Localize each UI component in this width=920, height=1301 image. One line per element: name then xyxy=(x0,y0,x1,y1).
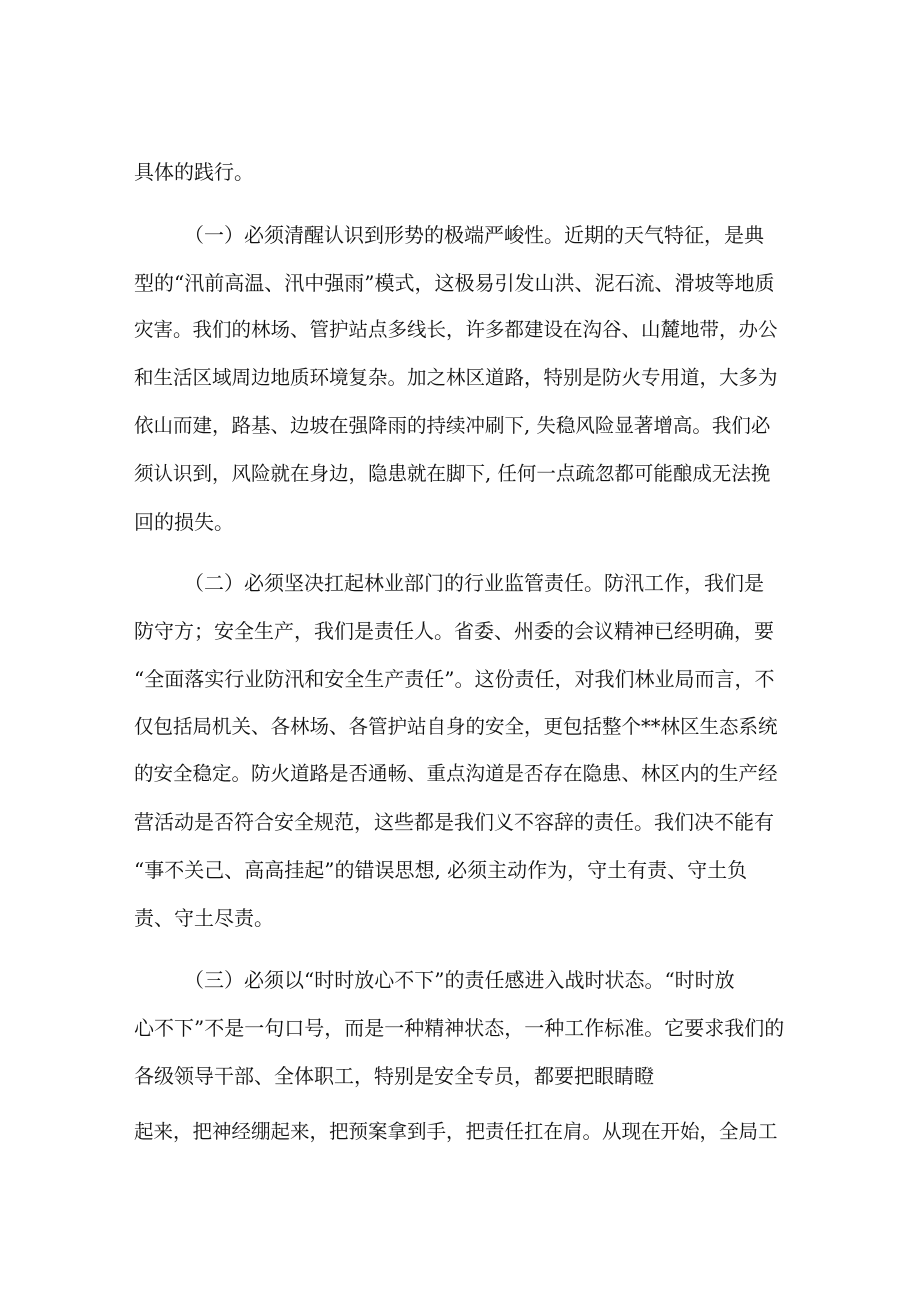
paragraph-1-line: 灾害。我们的林场、管护站点多线长，许多都建设在沟谷、山麓地带，办公 xyxy=(134,318,778,341)
paragraph-2-line: 责、守土尽责。 xyxy=(134,906,274,930)
paragraph-2-line: （二）必须坚决扛起林业部门的行业监管责任。防汛工作，我们是 xyxy=(184,571,764,595)
paragraph-1-line: 型的“汛前高温、汛中强雨”模式，这极易引发山洪、泥石流、滑坡等地质 xyxy=(134,271,775,295)
paragraph-1-line: 回的损失。 xyxy=(134,510,234,534)
paragraph-3-line: 心不下”不是一句口号，而是一种精神状态，一种工作标准。它要求我们的 xyxy=(134,1016,785,1040)
paragraph-3-line: 起来，把神经绷起来，把预案拿到手，把责任扛在肩。从现在开始，全局工 xyxy=(134,1120,778,1143)
paragraph-1-line: （一）必须清醒认识到形势的极端严峻性。近期的天气特征，是典 xyxy=(184,223,764,247)
paragraph-2-line: 仅包括局机关、各林场、各管护站自身的安全，更包括整个**林区生态系统 xyxy=(134,715,778,738)
paragraph-2-line: 营活动是否符合安全规范，这些都是我们义不容辞的责任。我们决不能有 xyxy=(134,810,774,834)
paragraph-2-line: “事不关己、高高挂起”的错误思想, 必须主动作为，守土有责、守土负 xyxy=(134,858,748,882)
paragraph-2-line: “全面落实行业防汛和安全生产责任”。这份责任，对我们林业局而言，不 xyxy=(134,667,775,691)
paragraph-1-line: 须认识到，风险就在身边，隐患就在脚下, 任何一点疏忽都可能酿成无法挽 xyxy=(134,462,771,485)
paragraph-1-line: 和生活区域周边地质环境复杂。加之林区道路，特别是防火专用道，大多为 xyxy=(134,366,778,389)
paragraph-2-line: 防守方；安全生产，我们是责任人。省委、州委的会议精神已经明确，要 xyxy=(134,619,774,643)
paragraph-3-line: （三）必须以“时时放心不下”的责任感进入战时状态。“时时放 xyxy=(184,968,735,992)
text-line: 具体的践行。 xyxy=(134,160,254,184)
paragraph-1-line: 依山而建，路基、边坡在强降雨的持续冲刷下, 失稳风险显著增高。我们必 xyxy=(134,414,771,437)
paragraph-2-line: 的安全稳定。防火道路是否通畅、重点沟道是否存在隐患、林区内的生产经 xyxy=(134,762,778,785)
paragraph-3-line: 各级领导干部、全体职工，特别是安全专员，都要把眼睛瞪 xyxy=(134,1064,654,1088)
